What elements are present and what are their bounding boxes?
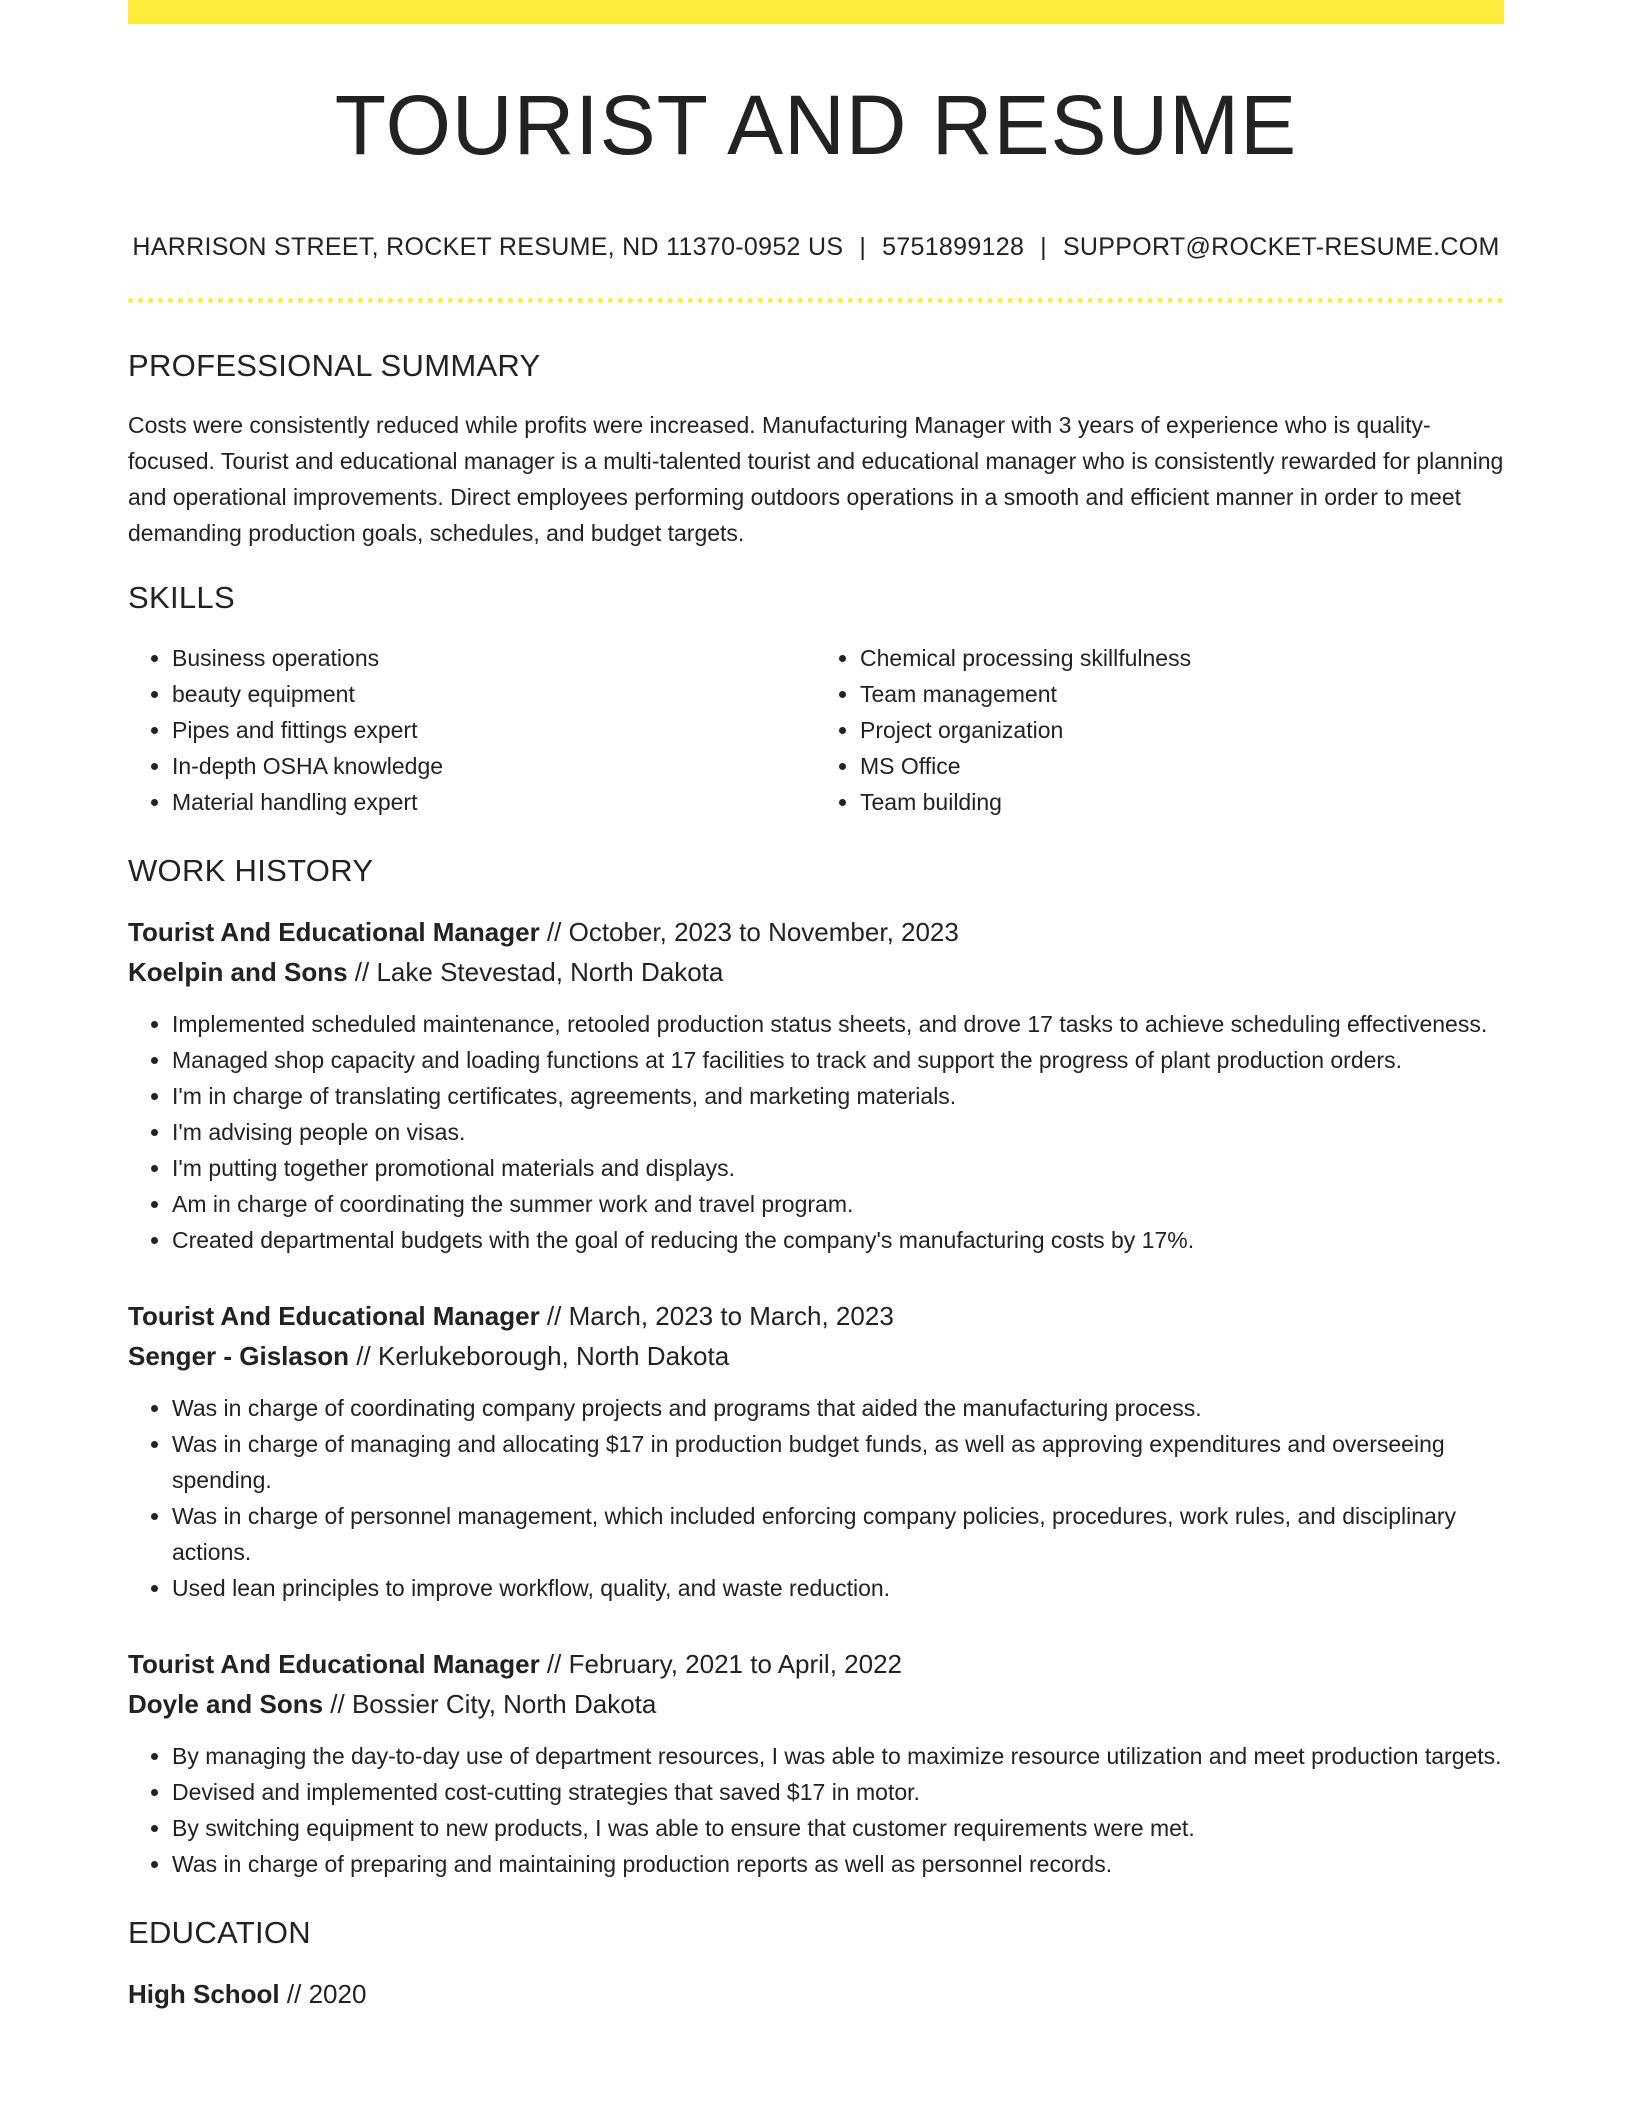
skills-heading: SKILLS [128, 580, 235, 616]
job-bullet: • Was in charge of preparing and maintaining production reports as well as personnel records. [172, 1846, 1504, 1882]
job-location: // Lake Stevestad, North Dakota [347, 956, 724, 987]
job-bullet: • Am in charge of coordinating the summer work and travel program. [172, 1186, 1504, 1222]
job-bullet: • Was in charge of managing and allocating $17 in production budget funds, as well as approving expenditures and overseeing spending. [172, 1426, 1504, 1498]
skill-item: • Team management [860, 676, 1504, 712]
dotted-divider [128, 298, 1504, 303]
job-bullets [128, 1006, 1504, 1258]
contact-phone: 5751899128 [882, 233, 1025, 262]
job-dates: // February, 2021 to April, 2022 [539, 1648, 902, 1679]
job-bullet: • Was in charge of coordinating company projects and programs that aided the manufacturing process. [172, 1390, 1504, 1426]
resume-page [128, 0, 1504, 2014]
job-title: Tourist And Educational Manager [128, 1648, 540, 1679]
skill-item: • Project organization [860, 712, 1504, 748]
resume-name: TOURIST AND RESUME [334, 78, 1298, 172]
job-title: Tourist And Educational Manager [128, 916, 540, 947]
job-dates: // March, 2023 to March, 2023 [539, 1300, 894, 1331]
job-bullet: • I'm in charge of translating certificates, agreements, and marketing materials. [172, 1078, 1504, 1114]
job-title-line [128, 1644, 1504, 1684]
contact-address: HARRISON STREET, ROCKET RESUME, ND 11370-0952 US [132, 233, 844, 262]
job-entry [128, 1296, 1504, 1606]
contact-email: SUPPORT@ROCKET-RESUME.COM [1062, 233, 1500, 262]
skills-list-left [128, 640, 816, 820]
summary-heading: PROFESSIONAL SUMMARY [128, 348, 541, 384]
job-company: Senger - Gislason [128, 1340, 350, 1371]
job-bullet: • Used lean principles to improve workflow, quality, and waste reduction. [172, 1570, 1504, 1606]
job-bullet: • Implemented scheduled maintenance, retooled production status sheets, and drove 17 tasks to achieve scheduling effectiveness. [172, 1006, 1504, 1042]
skill-item: • Team building [860, 784, 1504, 820]
job-entry [128, 1644, 1504, 1882]
job-bullet: • Devised and implemented cost-cutting strategies that saved $17 in motor. [172, 1774, 1504, 1810]
skill-item: • In-depth OSHA knowledge [172, 748, 816, 784]
contact-separator: | [1040, 233, 1047, 262]
education-heading: EDUCATION [128, 1914, 311, 1950]
skills-list-right [816, 640, 1504, 820]
job-bullet: • Created departmental budgets with the goal of reducing the company's manufacturing costs by 17%. [172, 1222, 1504, 1258]
skill-item: • Business operations [172, 640, 816, 676]
job-location: // Bossier City, North Dakota [323, 1688, 657, 1719]
skill-item: • Pipes and fittings expert [172, 712, 816, 748]
job-company: Doyle and Sons [128, 1688, 324, 1719]
job-bullets [128, 1390, 1504, 1606]
contact-separator: | [859, 233, 867, 262]
skill-item: • beauty equipment [172, 676, 816, 712]
job-title-line [128, 912, 1504, 952]
job-bullet: • I'm advising people on visas. [172, 1114, 1504, 1150]
job-company-line [128, 952, 1504, 992]
job-bullet: • Was in charge of personnel management, which included enforcing company policies, procedures, work rules, and disciplinary actions. [172, 1498, 1504, 1570]
job-title: Tourist And Educational Manager [128, 1300, 540, 1331]
job-bullet: • I'm putting together promotional materials and displays. [172, 1150, 1504, 1186]
job-company-line [128, 1336, 1504, 1376]
skill-item: • MS Office [860, 748, 1504, 784]
education-school: High School [128, 1978, 280, 2009]
job-bullet: • By managing the day-to-day use of department resources, I was able to maximize resource utilization and meet production targets. [172, 1738, 1504, 1774]
top-accent-bar [128, 0, 1504, 24]
education-year: // 2020 [279, 1978, 367, 2009]
work-history-heading: WORK HISTORY [128, 852, 374, 888]
job-location: // Kerlukeborough, North Dakota [349, 1340, 730, 1371]
job-bullets [128, 1738, 1504, 1882]
job-title-line [128, 1296, 1504, 1336]
contact-line [128, 233, 1504, 262]
job-bullet: • By switching equipment to new products, I was able to ensure that customer requirements were met. [172, 1810, 1504, 1846]
job-bullet: • Managed shop capacity and loading functions at 17 facilities to track and support the progress of plant production orders. [172, 1042, 1504, 1078]
skill-item: • Material handling expert [172, 784, 816, 820]
skill-item: • Chemical processing skillfulness [860, 640, 1504, 676]
job-entry [128, 912, 1504, 1258]
education-entry [128, 1974, 1504, 2014]
job-company-line [128, 1684, 1504, 1724]
job-dates: // October, 2023 to November, 2023 [539, 916, 959, 947]
job-company: Koelpin and Sons [128, 956, 348, 987]
summary-text: Costs were consistently reduced while profits were increased. Manufacturing Manager with 3 years of experience who is quality-focused. Tourist and educational manager is a multi-talented tourist and educational manager who is consistently rewarded for planning and operational improvements. Direct employees performing outdoors operations in a smooth and efficient manner in order to meet demanding production goals, schedules, and budget targets. [128, 412, 1504, 547]
skills-columns [128, 640, 1504, 820]
